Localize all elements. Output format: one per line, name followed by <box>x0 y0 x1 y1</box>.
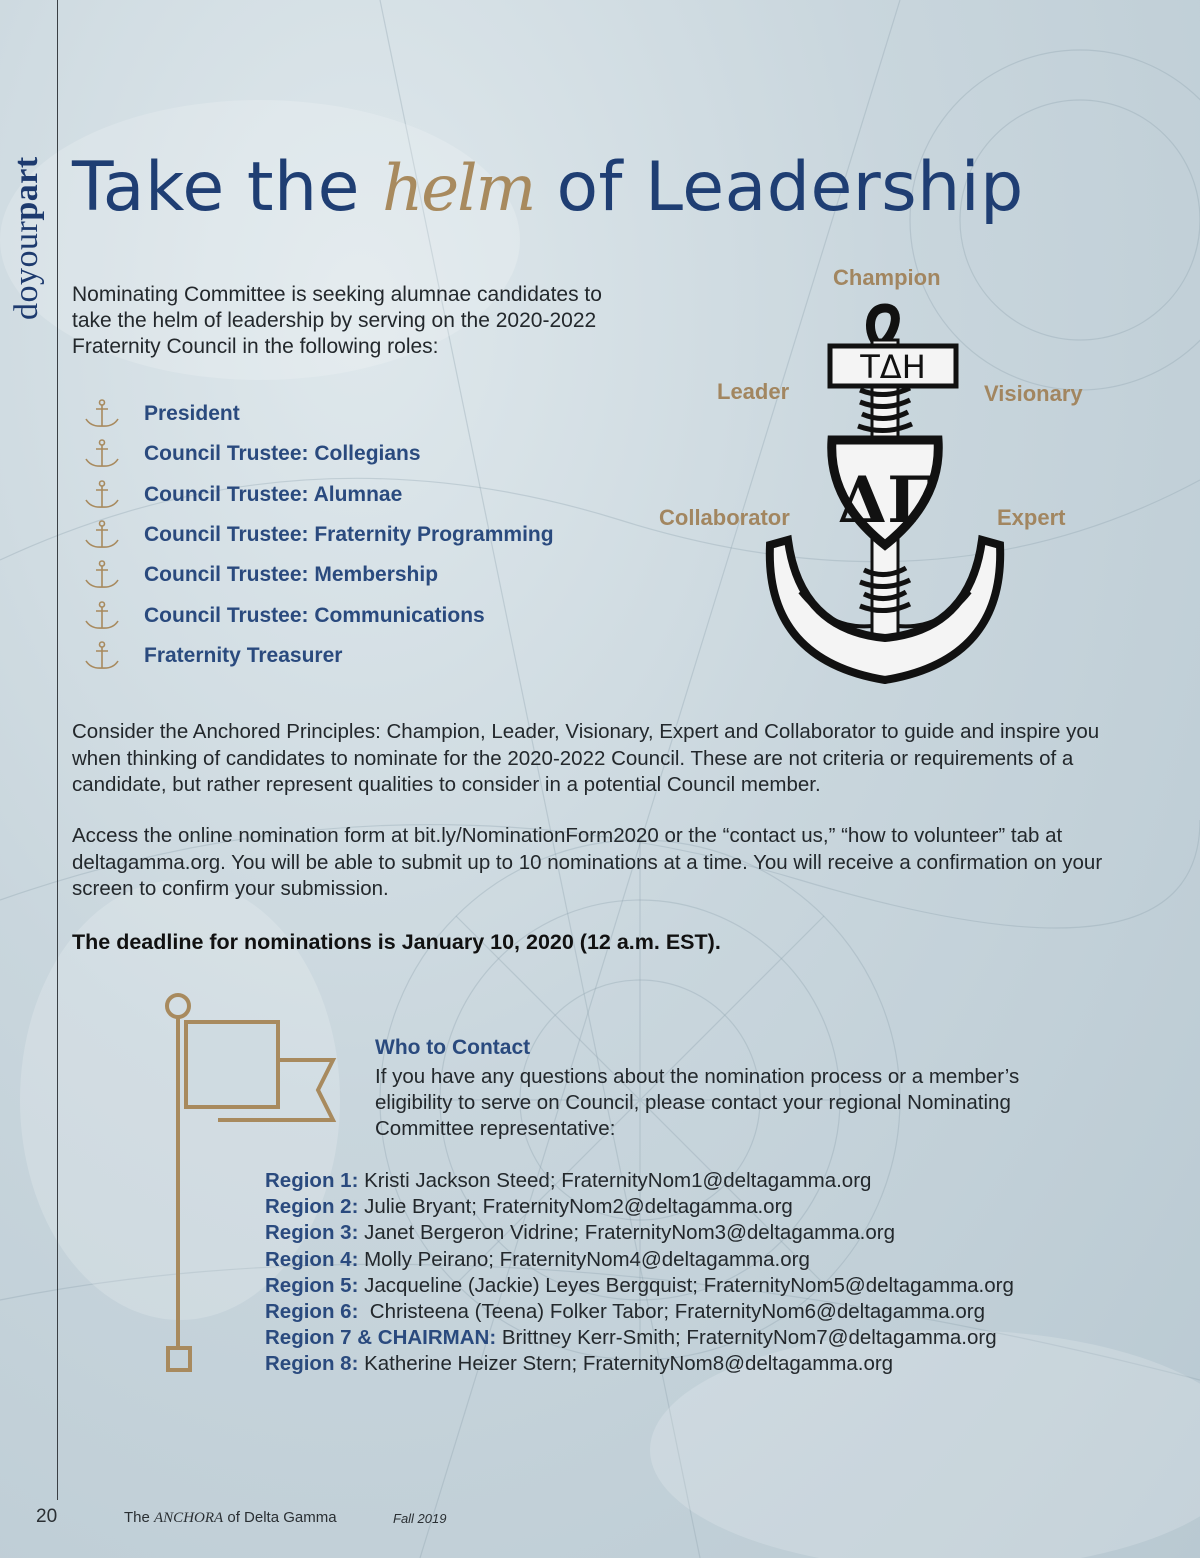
region-label: Region 2: <box>265 1195 359 1219</box>
region-contact: Julie Bryant; FraternityNom2@deltagamma.org <box>358 1195 793 1219</box>
principle-visionary: Visionary <box>984 381 1083 406</box>
list-item <box>265 1220 1014 1246</box>
role-label: Council Trustee: Communications <box>144 603 485 627</box>
principle-leader: Leader <box>717 379 790 404</box>
role-label: Council Trustee: Alumnae <box>144 482 403 506</box>
list-item <box>265 1299 1014 1325</box>
list-item <box>265 1194 1014 1220</box>
regions-list <box>265 1168 1014 1378</box>
region-contact: Brittney Kerr-Smith; FraternityNom7@deltagamma.org <box>496 1326 997 1350</box>
list-item <box>265 1325 1014 1351</box>
region-contact: Janet Bergeron Vidrine; FraternityNom3@deltagamma.org <box>358 1221 896 1245</box>
page-number: 20 <box>36 1506 58 1527</box>
role-label: Council Trustee: Membership <box>144 563 439 587</box>
access-paragraph: Access the online nomination form at bit.ly/NominationForm2020 or the “contact us,” “how to volunteer” tab at deltagamma.org. You will be able to submit up to 10 nominations at a time. You will receive a confirmation on your screen to confirm your submission. <box>72 824 1103 900</box>
list-item <box>265 1273 1014 1299</box>
region-label: Region 5: <box>265 1273 359 1297</box>
anchor-icon <box>82 399 122 429</box>
region-label: Region 1: <box>265 1169 359 1192</box>
region-contact: Katherine Heizer Stern; FraternityNom8@deltagamma.org <box>358 1352 894 1376</box>
anchor-icon <box>82 641 122 671</box>
page-title: Take the helm of Leadership <box>72 148 1024 227</box>
role-label: Council Trustee: Fraternity Programming <box>144 523 554 547</box>
margin-rule <box>57 0 58 1500</box>
deadline-notice: The deadline for nominations is January 10, 2020 (12 a.m. EST). <box>72 930 721 954</box>
emblem-top-letters: ΤΔΗ <box>860 348 926 386</box>
roles-list <box>82 394 554 676</box>
principle-expert: Expert <box>997 505 1066 530</box>
section-tag: doyourpart <box>8 156 45 320</box>
list-item <box>82 475 554 515</box>
contact-heading: Who to Contact <box>375 1036 531 1059</box>
principles-paragraph: Consider the Anchored Principles: Champion, Leader, Visionary, Expert and Collaborator to guide and inspire you when thinking of candidates to nominate for the 2020-2022 Council. These are not criteria or requirements of a candidate, but rather represent qualities to consider in a potential Council member. <box>72 720 1100 796</box>
anchor-emblem <box>760 300 1010 685</box>
anchor-icon <box>82 439 122 469</box>
region-contact: Kristi Jackson Steed; FraternityNom1@deltagamma.org <box>358 1169 872 1192</box>
list-item <box>265 1247 1014 1273</box>
role-label: President <box>144 402 240 426</box>
issue-label: Fall 2019 <box>393 1511 447 1526</box>
list-item <box>82 555 554 595</box>
list-item <box>82 434 554 474</box>
contact-text: If you have any questions about the nomination process or a member’s eligibility to serve on Council, please contact your regional Nominating Committee representative: <box>375 1065 1020 1140</box>
list-item <box>82 515 554 555</box>
anchor-icon <box>82 480 122 510</box>
region-label: Region 3: <box>265 1221 359 1245</box>
principle-collaborator: Collaborator <box>659 505 790 530</box>
anchor-icon <box>82 601 122 631</box>
emblem-shield-letters: ΔΓ <box>837 463 933 538</box>
principle-champion: Champion <box>833 265 941 290</box>
list-item <box>82 595 554 635</box>
region-label: Region 4: <box>265 1247 359 1271</box>
title-helm-word: helm <box>382 152 535 226</box>
region-label: Region 8: <box>265 1352 359 1376</box>
role-label: Council Trustee: Collegians <box>144 442 421 466</box>
region-contact: Jacqueline (Jackie) Leyes Bergquist; FraternityNom5@deltagamma.org <box>358 1273 1014 1297</box>
role-label: Fraternity Treasurer <box>144 643 343 667</box>
publication-name: The ANCHORA of Delta Gamma <box>124 1509 337 1526</box>
region-label: Region 7 & CHAIRMAN: <box>265 1326 497 1350</box>
list-item <box>82 636 554 676</box>
region-contact: Molly Peirano; FraternityNom4@deltagamma.org <box>358 1247 810 1271</box>
anchor-icon <box>82 560 122 590</box>
region-contact: Christeena (Teena) Folker Tabor; FraternityNom6@deltagamma.org <box>358 1300 985 1324</box>
anchor-icon <box>82 520 122 550</box>
list-item <box>265 1351 1014 1377</box>
intro-text: Nominating Committee is seeking alumnae candidates to take the helm of leadership by serving on the 2020-2022 Fraternity Council in the following roles: <box>72 283 602 358</box>
list-item <box>265 1168 1014 1194</box>
region-label: Region 6: <box>265 1300 359 1324</box>
list-item <box>82 394 554 434</box>
